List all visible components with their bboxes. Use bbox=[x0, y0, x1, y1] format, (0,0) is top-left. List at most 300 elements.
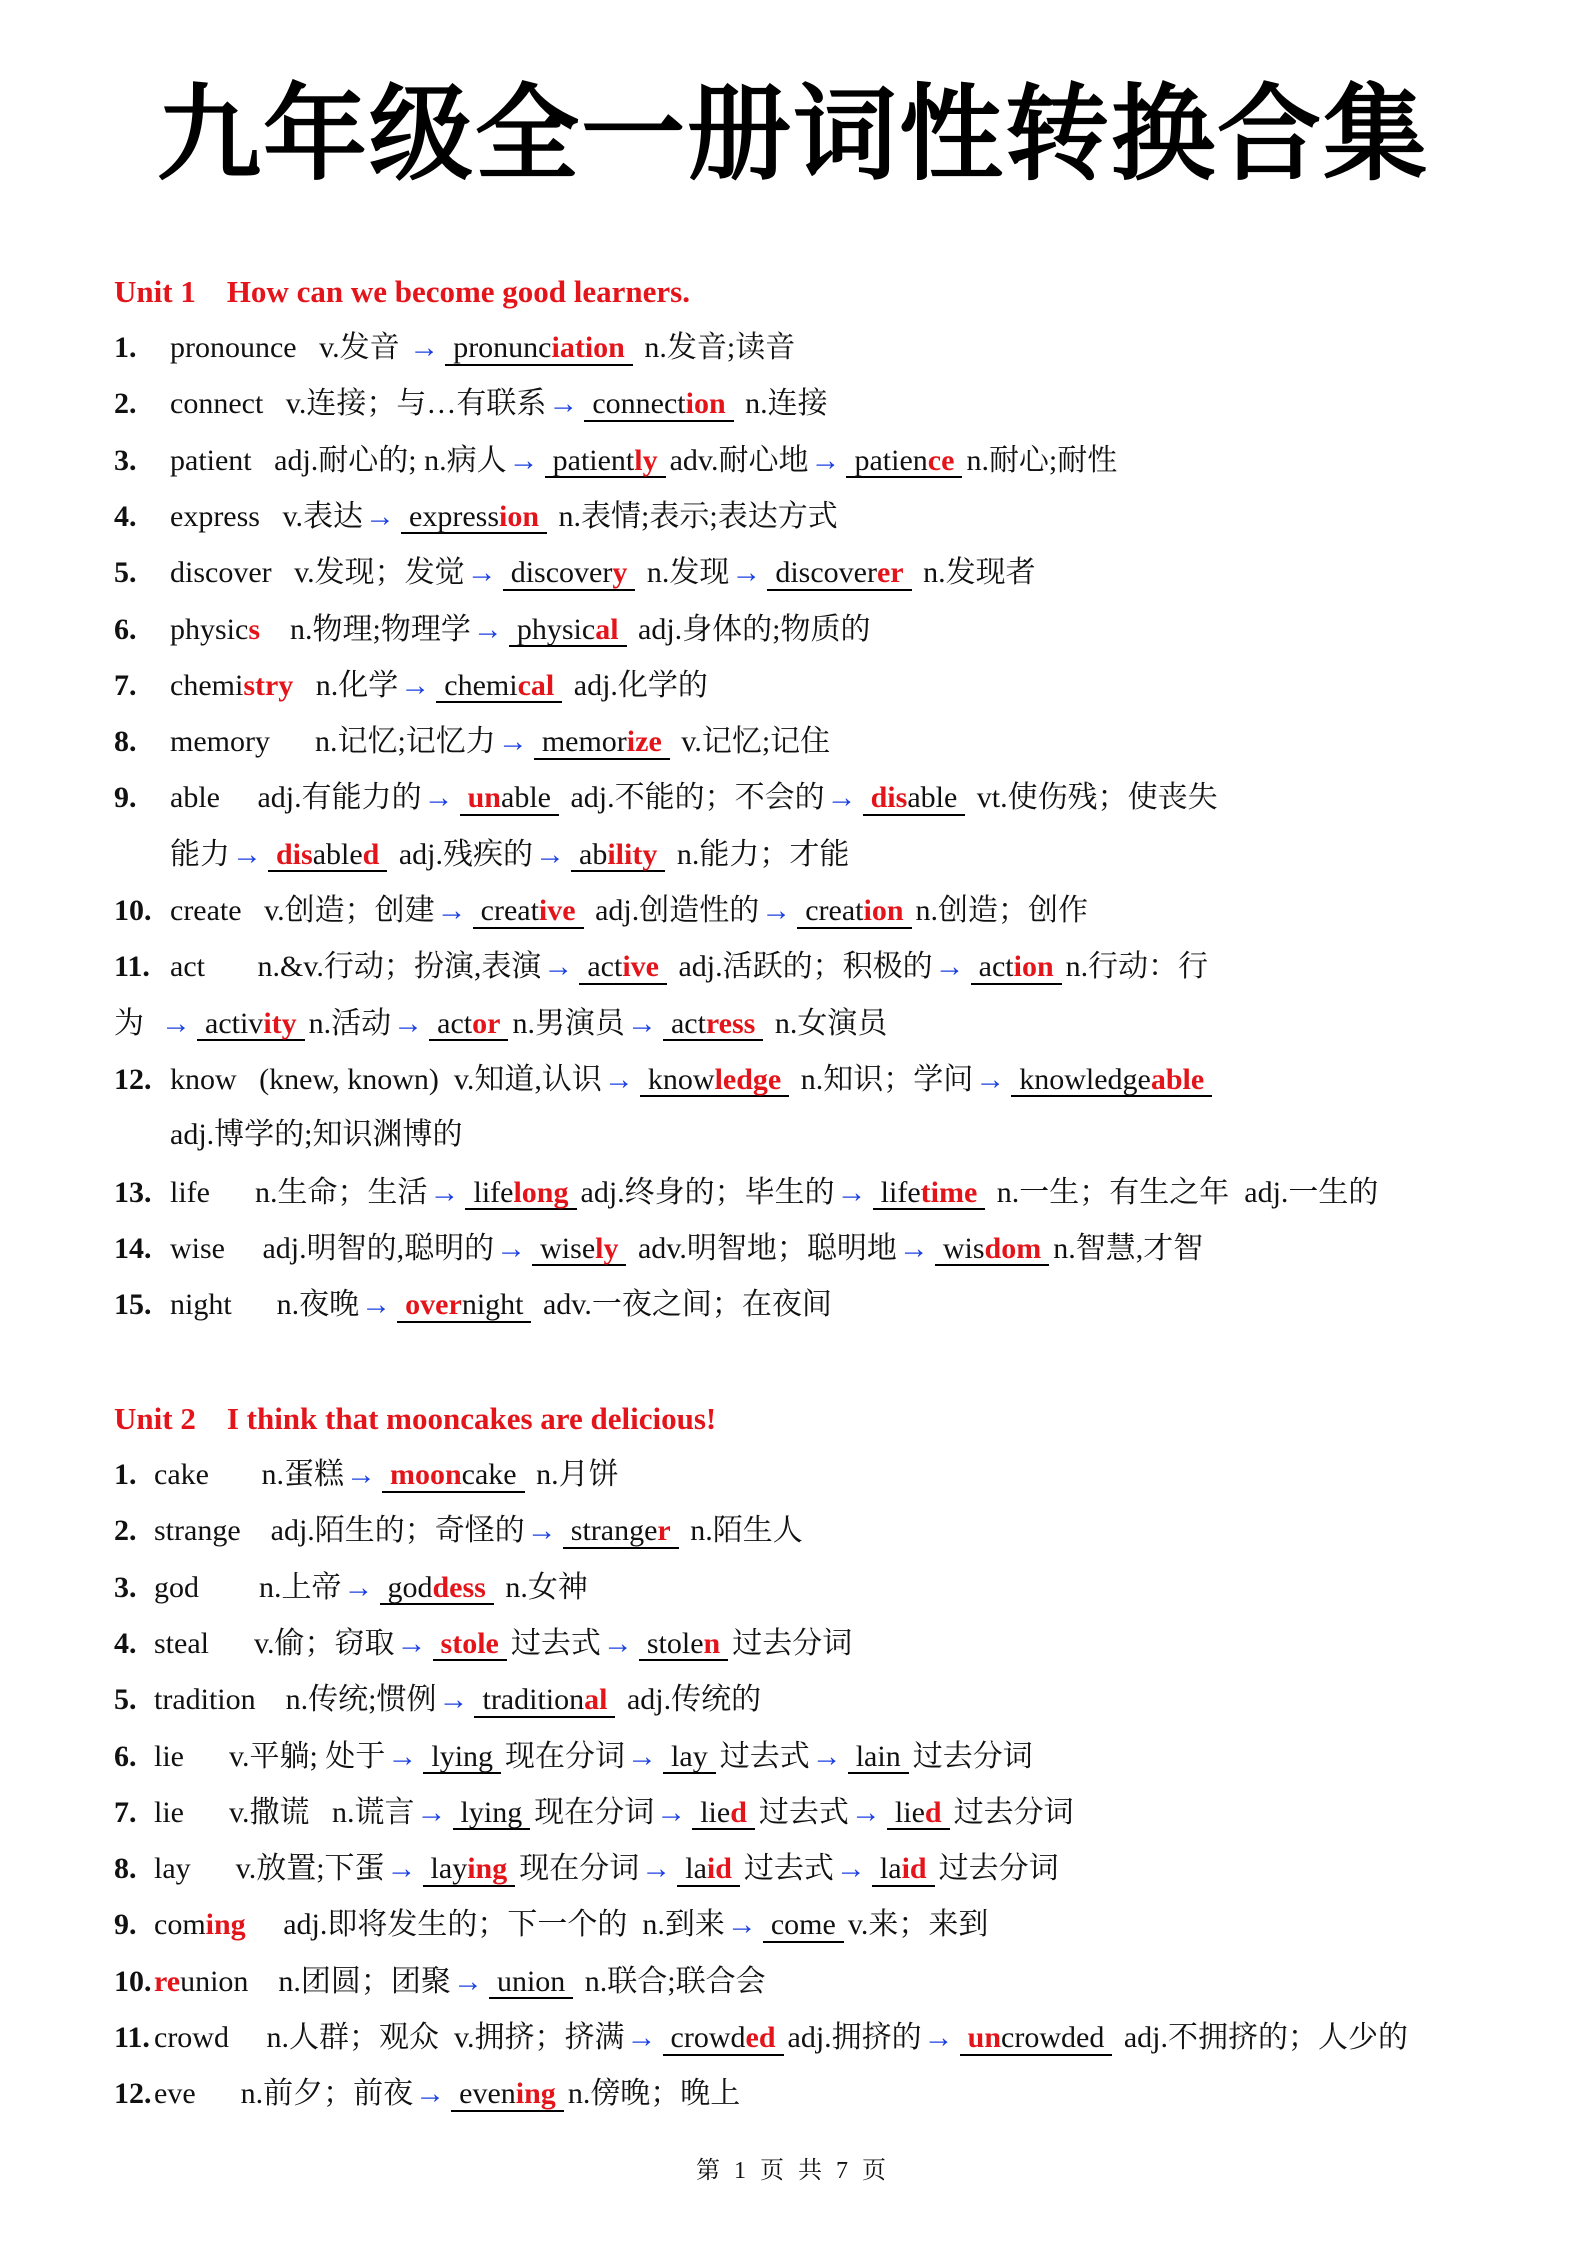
text-fragment: patient bbox=[552, 443, 635, 477]
word-entry bbox=[114, 1909, 1486, 1943]
answer-blank bbox=[503, 557, 636, 591]
arrow-icon: → bbox=[811, 1739, 842, 1773]
word-entry bbox=[114, 1628, 1486, 1662]
text-fragment: tradition bbox=[482, 1683, 585, 1717]
arrow-icon: → bbox=[726, 1908, 757, 1942]
entry-number: 15. bbox=[114, 1288, 152, 1322]
arrow-icon: → bbox=[436, 894, 467, 927]
highlighted-affix: or bbox=[472, 1006, 501, 1040]
entry-number: 11. bbox=[114, 950, 150, 984]
text-fragment: vt.使伤残；使丧失 bbox=[969, 781, 1218, 815]
answer-blank bbox=[445, 332, 633, 366]
text-fragment: n.行动：行 bbox=[1065, 950, 1209, 984]
text-fragment: n.一生；有生之年 adj.一生的 bbox=[989, 1175, 1379, 1209]
entry-number: 2. bbox=[114, 387, 137, 421]
entry-number: 7. bbox=[114, 1795, 137, 1829]
text-fragment: n.物理;物理学 bbox=[260, 612, 471, 646]
answer-blank bbox=[639, 1628, 728, 1662]
text-fragment: patient adj.耐心的; n.病人 bbox=[170, 443, 507, 477]
entry-number: 8. bbox=[114, 725, 137, 759]
text-fragment: connect v.连接；与…有联系 bbox=[170, 387, 547, 421]
word-entry bbox=[114, 332, 1486, 366]
arrow-icon: → bbox=[472, 612, 503, 646]
highlighted-affix: long bbox=[513, 1175, 569, 1209]
answer-blank bbox=[380, 1572, 494, 1606]
answer-blank bbox=[423, 1741, 501, 1775]
text-fragment: 过去分词 bbox=[953, 1795, 1074, 1829]
text-fragment: lie bbox=[894, 1795, 925, 1829]
word-entry bbox=[114, 2022, 1486, 2056]
highlighted-affix: re bbox=[154, 1964, 181, 1998]
text-fragment: create v.创造；创建 bbox=[170, 894, 435, 927]
highlighted-affix: ing bbox=[205, 1908, 246, 1942]
highlighted-affix: al bbox=[584, 1683, 608, 1717]
word-entry bbox=[114, 1233, 1486, 1267]
text-fragment: lay v.放置;下蛋 bbox=[154, 1852, 385, 1886]
answer-blank bbox=[423, 1853, 516, 1887]
word-entry bbox=[114, 2078, 1486, 2112]
arrow-icon: → bbox=[627, 1739, 658, 1773]
text-fragment: adj.终身的；毕生的 bbox=[580, 1175, 835, 1209]
answer-blank bbox=[763, 1909, 844, 1943]
text-fragment: patien bbox=[854, 443, 928, 477]
word-entry bbox=[114, 895, 1486, 929]
text-fragment: able bbox=[312, 837, 363, 871]
highlighted-affix: cal bbox=[517, 668, 555, 702]
answer-blank bbox=[797, 895, 911, 929]
word-entry bbox=[114, 1515, 1486, 1549]
text-fragment: creat bbox=[480, 894, 539, 927]
text-fragment: 过去式 bbox=[743, 1852, 834, 1886]
text-fragment: life n.生命；生活 bbox=[170, 1175, 428, 1209]
arrow-icon: → bbox=[387, 1739, 418, 1773]
entry-number: 1. bbox=[114, 331, 137, 364]
word-entry bbox=[114, 1684, 1486, 1718]
text-fragment: n.女神 bbox=[497, 1570, 588, 1604]
entry-number: 3. bbox=[114, 1570, 137, 1604]
highlighted-affix: dess bbox=[432, 1570, 486, 1604]
text-fragment: la bbox=[685, 1852, 707, 1886]
word-entry bbox=[114, 1289, 1486, 1323]
word-entry bbox=[170, 1120, 1486, 1150]
entry-number: 12. bbox=[114, 1062, 152, 1096]
word-entry bbox=[170, 839, 1486, 873]
answer-blank bbox=[563, 1515, 679, 1549]
text-fragment: wise bbox=[540, 1231, 596, 1265]
text-fragment: lie v.平躺; 处于 bbox=[154, 1739, 386, 1773]
text-fragment: pronunc bbox=[453, 331, 552, 364]
text-fragment: activ bbox=[205, 1006, 264, 1040]
answer-blank bbox=[960, 2022, 1113, 2056]
highlighted-affix: ing bbox=[515, 2077, 556, 2111]
arrow-icon: → bbox=[345, 1458, 376, 1491]
arrow-icon: → bbox=[400, 668, 431, 702]
text-fragment: lay bbox=[430, 1852, 468, 1886]
entry-number: 12. bbox=[114, 2077, 152, 2111]
arrow-icon: → bbox=[835, 1852, 866, 1886]
text-fragment: n.联合;联合会 bbox=[577, 1964, 766, 1998]
answer-blank bbox=[584, 388, 733, 422]
word-entry bbox=[114, 614, 1486, 648]
text-fragment: knowledge bbox=[1019, 1062, 1151, 1096]
answer-blank bbox=[474, 1684, 615, 1718]
text-fragment: know bbox=[647, 1062, 715, 1096]
entry-number: 14. bbox=[114, 1231, 152, 1265]
word-entry bbox=[114, 1177, 1486, 1211]
arrow-icon: → bbox=[923, 2021, 954, 2054]
arrow-icon: → bbox=[409, 331, 440, 364]
highlighted-affix: stry bbox=[243, 668, 294, 702]
entry-number: 2. bbox=[114, 1514, 137, 1548]
answer-blank bbox=[677, 1853, 740, 1887]
answer-blank bbox=[872, 1853, 935, 1887]
entry-number: 9. bbox=[114, 781, 137, 815]
text-fragment: discover v.发现；发觉 bbox=[170, 556, 465, 590]
arrow-icon: → bbox=[365, 499, 396, 533]
word-entry bbox=[114, 1572, 1486, 1606]
text-fragment: know (knew, known) v.知道,认识 bbox=[170, 1062, 602, 1096]
answer-blank bbox=[465, 1177, 576, 1211]
highlighted-affix: d bbox=[924, 1795, 942, 1829]
arrow-icon: → bbox=[898, 1231, 929, 1265]
highlighted-affix: un bbox=[967, 2021, 1002, 2054]
text-fragment: n.发现 bbox=[639, 556, 730, 590]
text-fragment: n.化学 bbox=[293, 668, 399, 702]
highlighted-affix: stole bbox=[440, 1626, 499, 1660]
text-fragment: 过去分词 bbox=[938, 1852, 1059, 1886]
text-fragment: 现在分词 bbox=[534, 1795, 655, 1829]
text-fragment: n.男演员 bbox=[512, 1006, 625, 1040]
answer-blank bbox=[509, 614, 627, 648]
word-entry bbox=[114, 501, 1486, 535]
text-fragment: com bbox=[154, 1908, 206, 1942]
answer-blank bbox=[579, 951, 667, 985]
entry-number: 5. bbox=[114, 1683, 137, 1717]
arrow-icon: → bbox=[975, 1062, 1006, 1096]
text-fragment: even bbox=[459, 2077, 516, 2111]
text-fragment: physic bbox=[516, 612, 596, 646]
entry-number: 10. bbox=[114, 1964, 152, 1998]
arrow-icon: → bbox=[438, 1683, 469, 1717]
text-fragment: wise adj.明智的,聪明的 bbox=[170, 1231, 495, 1265]
text-fragment: n.能力；才能 bbox=[669, 837, 850, 871]
word-entry bbox=[114, 1741, 1486, 1775]
answer-blank bbox=[971, 951, 1062, 985]
text-fragment: able adj.有能力的 bbox=[170, 781, 422, 815]
highlighted-affix: al bbox=[595, 612, 619, 646]
highlighted-affix: dom bbox=[984, 1231, 1042, 1265]
text-fragment: cake n.蛋糕 bbox=[154, 1458, 344, 1491]
text-fragment: life bbox=[880, 1175, 921, 1209]
text-fragment: act bbox=[978, 950, 1014, 984]
text-fragment: 现在分词 bbox=[505, 1739, 626, 1773]
text-fragment: v.记忆;记住 bbox=[673, 725, 831, 759]
text-fragment: stole bbox=[646, 1626, 704, 1660]
highlighted-affix: dis bbox=[276, 837, 313, 871]
arrow-icon: → bbox=[543, 950, 574, 984]
arrow-icon: → bbox=[656, 1795, 687, 1829]
unit-2-heading: Unit 2 I think that mooncakes are delicious! bbox=[114, 1401, 717, 1436]
arrow-icon: → bbox=[497, 725, 528, 759]
text-fragment: 过去式 bbox=[758, 1795, 849, 1829]
arrow-icon: → bbox=[416, 1795, 447, 1829]
text-fragment: adj.不能的；不会的 bbox=[562, 781, 825, 815]
text-fragment: v.来；来到 bbox=[847, 1908, 989, 1942]
answer-blank bbox=[433, 1628, 507, 1662]
highlighted-affix: ive bbox=[538, 894, 576, 927]
word-entry bbox=[114, 388, 1486, 422]
highlighted-affix: un bbox=[467, 781, 501, 815]
text-fragment: steal v.偷；窃取 bbox=[154, 1626, 395, 1660]
text-fragment: creat bbox=[805, 894, 864, 927]
word-entry bbox=[114, 445, 1486, 479]
text-fragment: n.连接 bbox=[737, 387, 828, 421]
text-fragment: discover bbox=[775, 556, 877, 590]
text-fragment: adj.拥挤的 bbox=[787, 2021, 922, 2054]
answer-blank bbox=[460, 782, 559, 816]
text-fragment: connect bbox=[592, 387, 686, 421]
entry-number: 9. bbox=[114, 1908, 137, 1942]
text-fragment: night n.夜晚 bbox=[170, 1288, 360, 1322]
text-fragment: n.陌生人 bbox=[682, 1514, 803, 1548]
answer-blank bbox=[1011, 1064, 1212, 1098]
answer-blank bbox=[473, 895, 584, 929]
highlighted-affix: ion bbox=[1013, 950, 1054, 984]
highlighted-affix: r bbox=[657, 1514, 671, 1548]
entry-number: 7. bbox=[114, 668, 137, 702]
arrow-icon: → bbox=[361, 1288, 392, 1322]
answer-blank bbox=[663, 2022, 784, 2056]
answer-blank bbox=[692, 1797, 755, 1831]
highlighted-affix: er bbox=[876, 556, 904, 590]
arrow-icon: → bbox=[415, 2077, 446, 2111]
text-fragment: discover bbox=[510, 556, 613, 590]
text-fragment: n.女演员 bbox=[767, 1006, 888, 1040]
text-fragment: lay bbox=[671, 1739, 708, 1773]
text-fragment: adj.身体的;物质的 bbox=[630, 612, 871, 646]
arrow-icon: → bbox=[466, 556, 497, 590]
entry-number: 4. bbox=[114, 499, 137, 533]
entry-number: 5. bbox=[114, 556, 137, 590]
answer-blank bbox=[545, 445, 666, 479]
arrow-icon: → bbox=[423, 781, 454, 815]
arrow-icon: → bbox=[452, 1964, 483, 1998]
text-fragment: adj.不拥挤的；人少的 bbox=[1116, 2021, 1408, 2054]
text-fragment: lain bbox=[855, 1739, 901, 1773]
arrow-icon: → bbox=[496, 1231, 527, 1265]
text-fragment: adv.耐心地 bbox=[669, 443, 809, 477]
highlighted-affix: ress bbox=[705, 1006, 756, 1040]
answer-blank bbox=[436, 670, 562, 704]
arrow-icon: → bbox=[836, 1175, 867, 1209]
text-fragment: n.活动 bbox=[308, 1006, 392, 1040]
text-fragment: n.智慧,才智 bbox=[1053, 1231, 1204, 1265]
arrow-icon: → bbox=[826, 781, 857, 815]
arrow-icon: → bbox=[602, 1626, 633, 1660]
answer-blank bbox=[382, 1459, 525, 1493]
highlighted-affix: ly bbox=[595, 1231, 619, 1265]
answer-blank bbox=[663, 1741, 716, 1775]
word-entry bbox=[114, 1008, 1486, 1042]
entry-number: 6. bbox=[114, 612, 137, 646]
highlighted-affix: id bbox=[901, 1852, 927, 1886]
text-fragment: able bbox=[907, 781, 958, 815]
answer-blank bbox=[429, 1008, 508, 1042]
arrow-icon: → bbox=[934, 950, 965, 984]
text-fragment: adv.明智地；聪明地 bbox=[630, 1231, 897, 1265]
word-entry bbox=[114, 557, 1486, 591]
text-fragment: adj.残疾的 bbox=[391, 837, 534, 871]
arrow-icon: → bbox=[396, 1626, 427, 1660]
highlighted-affix: y bbox=[612, 556, 628, 590]
arrow-icon: → bbox=[810, 443, 841, 477]
entry-number: 3. bbox=[114, 443, 137, 477]
arrow-icon: → bbox=[850, 1795, 881, 1829]
arrow-icon: → bbox=[761, 894, 792, 927]
text-fragment: cake bbox=[461, 1458, 517, 1491]
text-fragment: ab bbox=[579, 837, 608, 871]
highlighted-affix: s bbox=[248, 612, 261, 646]
answer-blank bbox=[846, 445, 962, 479]
text-fragment: n.发现者 bbox=[915, 556, 1036, 590]
answer-blank bbox=[268, 839, 387, 873]
answer-blank bbox=[532, 1233, 626, 1267]
arrow-icon: → bbox=[641, 1852, 672, 1886]
text-fragment: life bbox=[473, 1175, 514, 1209]
text-fragment: crowded bbox=[1001, 2021, 1105, 2054]
entry-number: 10. bbox=[114, 894, 152, 927]
answer-blank bbox=[571, 839, 665, 873]
highlighted-affix: ledge bbox=[714, 1062, 782, 1096]
highlighted-affix: ility bbox=[607, 837, 658, 871]
highlighted-affix: ce bbox=[927, 443, 955, 477]
text-fragment: lying bbox=[460, 1795, 523, 1829]
text-fragment: crowd n.人群；观众 v.拥挤；挤满 bbox=[154, 2021, 625, 2054]
answer-blank bbox=[767, 557, 911, 591]
arrow-icon: → bbox=[429, 1175, 460, 1209]
entry-number: 11. bbox=[114, 2021, 150, 2054]
text-fragment: chemi bbox=[444, 668, 518, 702]
answer-blank bbox=[663, 1008, 763, 1042]
text-fragment: n.月饼 bbox=[528, 1458, 619, 1491]
highlighted-affix: ize bbox=[626, 725, 662, 759]
text-fragment: able bbox=[501, 781, 551, 815]
arrow-icon: → bbox=[508, 443, 539, 477]
answer-blank bbox=[534, 726, 670, 760]
answer-blank bbox=[863, 782, 966, 816]
highlighted-affix: ive bbox=[622, 950, 659, 984]
arrow-icon: → bbox=[343, 1570, 374, 1604]
text-fragment: memor bbox=[541, 725, 627, 759]
text-fragment: adj.化学的 bbox=[566, 668, 708, 702]
highlighted-affix: ion bbox=[499, 499, 540, 533]
arrow-icon: → bbox=[393, 1006, 424, 1040]
text-fragment: act bbox=[670, 1006, 706, 1040]
text-fragment: act n.&v.行动；扮演,表演 bbox=[170, 950, 542, 984]
text-fragment: lie v.撒谎 n.谎言 bbox=[154, 1795, 415, 1829]
arrow-icon: → bbox=[548, 387, 579, 421]
answer-blank bbox=[397, 1289, 531, 1323]
highlighted-affix: over bbox=[405, 1288, 462, 1322]
text-fragment: union n.团圆；团聚 bbox=[180, 1964, 451, 1998]
word-entry bbox=[114, 670, 1486, 704]
highlighted-affix: moon bbox=[389, 1458, 462, 1491]
answer-blank bbox=[451, 2078, 564, 2112]
entry-number: 6. bbox=[114, 1739, 137, 1773]
highlighted-affix: ion bbox=[863, 894, 904, 927]
text-fragment: adj.即将发生的；下一个的 n.到来 bbox=[245, 1908, 725, 1942]
answer-blank bbox=[873, 1177, 986, 1211]
unit-1-heading: Unit 1 How can we become good learners. bbox=[114, 274, 690, 309]
text-fragment: lie bbox=[700, 1795, 731, 1829]
text-fragment: chemi bbox=[170, 668, 244, 702]
arrow-icon: → bbox=[232, 837, 262, 871]
text-fragment: 能力 bbox=[170, 837, 230, 871]
highlighted-affix: id bbox=[706, 1852, 732, 1886]
text-fragment: union bbox=[496, 1964, 566, 1998]
text-fragment: lying bbox=[431, 1739, 494, 1773]
word-entry bbox=[114, 1966, 1486, 2000]
answer-blank bbox=[935, 1233, 1049, 1267]
highlighted-affix: ly bbox=[634, 443, 658, 477]
text-fragment: 现在分词 bbox=[519, 1852, 640, 1886]
text-fragment: act bbox=[587, 950, 623, 984]
text-fragment: pronounce v.发音 bbox=[170, 331, 408, 364]
highlighted-affix: dis bbox=[870, 781, 908, 815]
highlighted-affix: n bbox=[703, 1626, 721, 1660]
text-fragment: adj.创造性的 bbox=[587, 894, 760, 927]
text-fragment: god n.上帝 bbox=[154, 1570, 342, 1604]
arrow-icon: → bbox=[386, 1852, 417, 1886]
text-fragment: n.傍晚；晚上 bbox=[567, 2077, 741, 2111]
arrow-icon: → bbox=[626, 2021, 657, 2054]
arrow-icon: → bbox=[535, 837, 566, 871]
highlighted-affix: d bbox=[362, 837, 380, 871]
arrow-icon: → bbox=[603, 1062, 634, 1096]
entry-number: 1. bbox=[114, 1458, 137, 1491]
word-entry bbox=[114, 951, 1486, 985]
text-fragment: strange adj.陌生的；奇怪的 bbox=[154, 1514, 525, 1548]
word-entry bbox=[114, 1797, 1486, 1831]
text-fragment: act bbox=[437, 1006, 473, 1040]
text-fragment: n.表情;表示;表达方式 bbox=[551, 499, 838, 533]
text-fragment: eve n.前夕；前夜 bbox=[154, 2077, 414, 2111]
arrow-icon: → bbox=[626, 1006, 657, 1040]
text-fragment: crowd bbox=[670, 2021, 746, 2054]
text-fragment: express bbox=[409, 499, 500, 533]
word-entry bbox=[114, 726, 1486, 760]
text-fragment: adv.一夜之间；在夜间 bbox=[535, 1288, 832, 1322]
highlighted-affix: ion bbox=[685, 387, 726, 421]
text-fragment: 为 bbox=[114, 1006, 159, 1040]
highlighted-affix: ing bbox=[467, 1852, 508, 1886]
text-fragment: la bbox=[879, 1852, 902, 1886]
highlighted-affix: d bbox=[730, 1795, 747, 1829]
word-entry bbox=[114, 1853, 1486, 1887]
arrow-icon: → bbox=[161, 1006, 191, 1040]
text-fragment: adj.博学的;知识渊博的 bbox=[170, 1118, 463, 1152]
page-title: 九年级全一册词性转换合集 bbox=[156, 73, 1429, 195]
text-fragment: night bbox=[461, 1288, 524, 1322]
text-fragment: come bbox=[770, 1908, 836, 1942]
text-fragment: physic bbox=[170, 612, 249, 646]
text-fragment: 过去式 bbox=[719, 1739, 810, 1773]
word-entry bbox=[114, 1064, 1486, 1098]
text-fragment: n.知识；学问 bbox=[793, 1062, 974, 1096]
text-fragment: 过去分词 bbox=[912, 1739, 1033, 1773]
word-entry bbox=[114, 1459, 1486, 1493]
text-fragment: god bbox=[387, 1570, 433, 1604]
